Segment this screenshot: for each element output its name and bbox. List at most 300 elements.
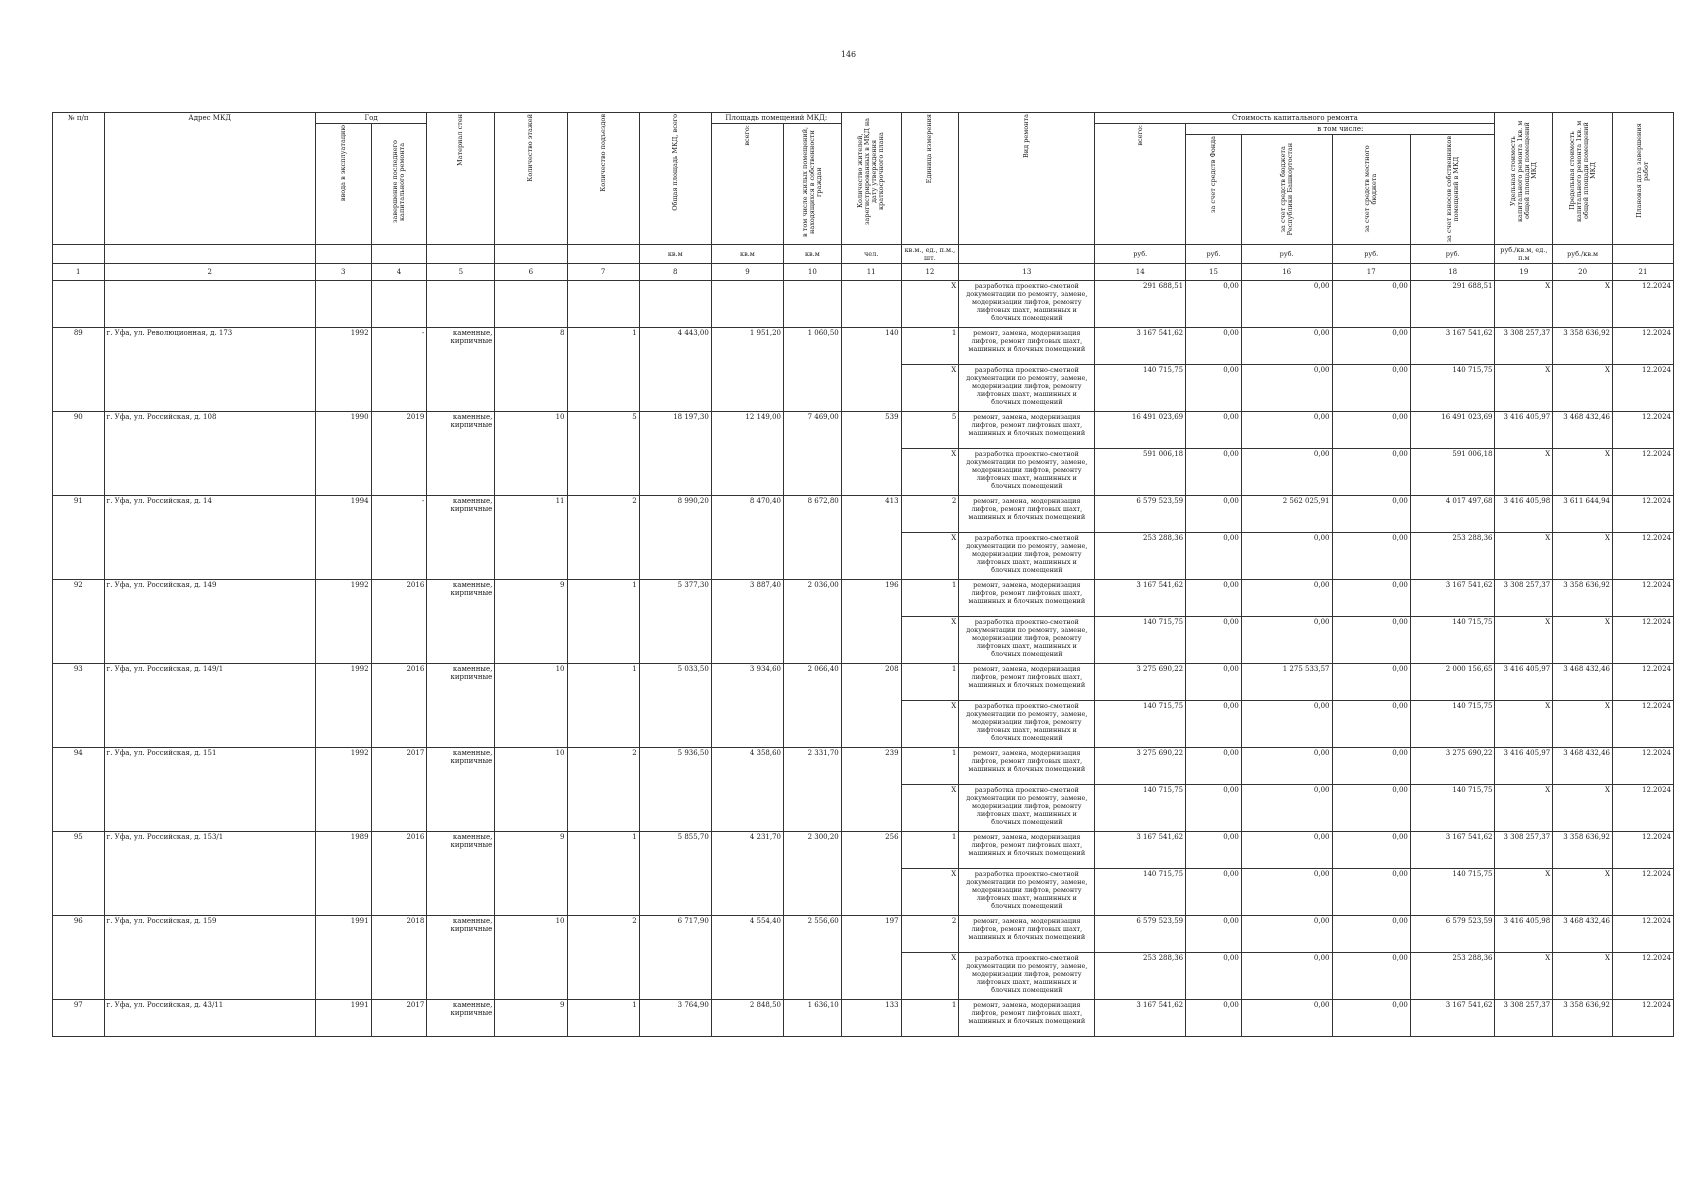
unit-cell: руб. [1410,245,1495,264]
cell-wall: каменные, кирпичные [427,916,495,1000]
cell-entrances [567,281,639,328]
cell-cost-total: 16 491 023,69 [1095,412,1186,449]
cell-built: 1994 [315,496,371,580]
cell-address: г. Уфа, ул. Российская, д. 108 [104,412,315,496]
cell-owners: 253 288,36 [1410,533,1495,580]
cell-limit-cost: X [1553,617,1613,664]
cell-area: 3 764,90 [639,1000,711,1037]
cell-limit-cost: X [1553,449,1613,496]
cell-work: ремонт, замена, модернизация лифтов, ремонт лифтовых шахт, машинных и блочных помещений [959,412,1095,449]
column-number-cell: 16 [1241,264,1332,281]
cell-built: 1991 [315,1000,371,1037]
cell-limit-cost: 3 611 644,94 [1553,496,1613,533]
cell-area: 5 377,30 [639,580,711,664]
cell-area: 5 936,50 [639,748,711,832]
cell-unit: X [901,617,959,664]
cell-local: 0,00 [1332,533,1410,580]
col-local-header: за счет средств местного бюджета [1332,135,1410,245]
cell-rb: 0,00 [1241,916,1332,953]
cell-entrances: 2 [567,916,639,1000]
cell-fund: 0,00 [1186,1000,1242,1037]
cell-wall: каменные, кирпичные [427,496,495,580]
cell-rb: 0,00 [1241,869,1332,916]
col-year-built-header: ввода в эксплуатацию [315,124,371,245]
cell-residents: 539 [841,412,901,496]
cell-built: 1992 [315,748,371,832]
col-entrances-header: Количество подъездов [567,113,639,245]
cell-address: г. Уфа, ул. Российская, д. 43/11 [104,1000,315,1037]
unit-cell [53,245,105,264]
column-number-cell: 13 [959,264,1095,281]
cell-fund: 0,00 [1186,281,1242,328]
col-fund-header: за счет средств Фонда [1186,135,1242,245]
cell-fund: 0,00 [1186,449,1242,496]
unit-cell [371,245,427,264]
cell-local: 0,00 [1332,496,1410,533]
cell-address: г. Уфа, ул. Российская, д. 159 [104,916,315,1000]
cell-area-living: 1 636,10 [784,1000,842,1037]
group-year-header: Год [315,113,426,124]
cell-local: 0,00 [1332,748,1410,785]
cell-limit-cost: X [1553,701,1613,748]
cell-owners: 140 715,75 [1410,701,1495,748]
col-unit-cost-header: Удельная стоимость капитального ремонта 1кв. м общей площади помещений МКД [1495,113,1553,245]
col-limit-cost-header: Предельная стоимость капитального ремонта 1кв. м общей площади помещений МКД [1553,113,1613,245]
cell-area-all: 4 358,60 [711,748,783,832]
column-number-cell: 9 [711,264,783,281]
cell-unit: X [901,365,959,412]
cell-local: 0,00 [1332,869,1410,916]
column-number-cell: 3 [315,264,371,281]
cell-date: 12.2024 [1613,580,1674,617]
column-number-cell: 19 [1495,264,1553,281]
cell-local: 0,00 [1332,617,1410,664]
group-cost-header: Стоимость капитального ремонта [1095,113,1495,124]
unit-cell [567,245,639,264]
cell-area: 8 990,20 [639,496,711,580]
col-owners-header: за счет взносов собственников помещений в МКД [1410,135,1495,245]
table-row [53,328,1674,365]
cell-area-living: 8 672,80 [784,496,842,580]
cell-limit-cost: X [1553,365,1613,412]
unit-cell: руб. [1241,245,1332,264]
table-row [53,1000,1674,1037]
cell-wall [427,281,495,328]
column-number-cell: 8 [639,264,711,281]
column-number-cell: 6 [495,264,567,281]
cell-unit: 1 [901,328,959,365]
cell-cost-total: 3 275 690,22 [1095,748,1186,785]
column-number-cell: 17 [1332,264,1410,281]
cell-rb: 0,00 [1241,785,1332,832]
cell-fund: 0,00 [1186,496,1242,533]
cell-cost-total: 3 167 541,62 [1095,328,1186,365]
cell-limit-cost: X [1553,533,1613,580]
repair-plan-table [52,112,1674,1037]
cell-area-living: 2 331,70 [784,748,842,832]
cell-unit-cost: 3 416 405,98 [1495,496,1553,533]
cell-cost-total: 3 167 541,62 [1095,832,1186,869]
cell-unit: X [901,281,959,328]
table-body [53,281,1674,1037]
cell-work: ремонт, замена, модернизация лифтов, ремонт лифтовых шахт, машинных и блочных помещений [959,664,1095,701]
cell-num: 95 [53,832,105,916]
cell-unit-cost: 3 308 257,37 [1495,328,1553,365]
col-num-header: № п/п [53,113,105,245]
cell-cost-total: 140 715,75 [1095,785,1186,832]
cell-fund: 0,00 [1186,701,1242,748]
cell-cost-total: 3 167 541,62 [1095,1000,1186,1037]
col-work-header: Вид ремонта [959,113,1095,245]
cell-limit-cost: 3 468 432,46 [1553,916,1613,953]
cell-area-living [784,281,842,328]
cell-repaired: 2016 [371,832,427,916]
cell-rb: 0,00 [1241,412,1332,449]
cell-date: 12.2024 [1613,328,1674,365]
cell-unit-cost: 3 308 257,37 [1495,580,1553,617]
table-row [53,832,1674,869]
cell-unit-cost: X [1495,869,1553,916]
cell-owners: 140 715,75 [1410,785,1495,832]
table-row [53,412,1674,449]
cell-fund: 0,00 [1186,916,1242,953]
cell-work: ремонт, замена, модернизация лифтов, ремонт лифтовых шахт, машинных и блочных помещений [959,748,1095,785]
cell-wall: каменные, кирпичные [427,748,495,832]
col-cost-total-header: всего: [1095,124,1186,245]
cell-owners: 291 688,51 [1410,281,1495,328]
cell-rb: 0,00 [1241,328,1332,365]
unit-cell: руб. [1332,245,1410,264]
column-number-cell: 5 [427,264,495,281]
cell-rb: 1 275 533,57 [1241,664,1332,701]
cell-area-living: 7 469,00 [784,412,842,496]
cell-num: 94 [53,748,105,832]
cell-limit-cost: 3 468 432,46 [1553,412,1613,449]
cell-residents: 256 [841,832,901,916]
cell-work: разработка проектно-сметной документации по ремонту, замене, модернизации лифтов, ремонту лифтовых шахт, машинных и блочных помещений [959,785,1095,832]
cell-work: ремонт, замена, модернизация лифтов, ремонт лифтовых шахт, машинных и блочных помещений [959,328,1095,365]
cell-work: разработка проектно-сметной документации по ремонту, замене, модернизации лифтов, ремонту лифтовых шахт, машинных и блочных помещений [959,449,1095,496]
cell-repaired: 2017 [371,1000,427,1037]
cell-repaired: 2016 [371,580,427,664]
cell-unit-cost: X [1495,449,1553,496]
cell-unit-cost: X [1495,533,1553,580]
cell-entrances: 2 [567,496,639,580]
cell-floors: 11 [495,496,567,580]
cell-unit: 1 [901,748,959,785]
cell-area-all: 12 149,00 [711,412,783,496]
cell-owners: 3 167 541,62 [1410,328,1495,365]
cell-work: ремонт, замена, модернизация лифтов, ремонт лифтовых шахт, машинных и блочных помещений [959,580,1095,617]
cell-entrances: 2 [567,748,639,832]
cell-limit-cost: 3 358 636,92 [1553,832,1613,869]
cell-local: 0,00 [1332,580,1410,617]
cell-floors: 9 [495,832,567,916]
cell-date: 12.2024 [1613,916,1674,953]
cell-rb: 0,00 [1241,701,1332,748]
cell-num: 91 [53,496,105,580]
cell-unit-cost: 3 416 405,97 [1495,748,1553,785]
cell-floors: 10 [495,412,567,496]
repair-plan-table-wrapper [52,112,1674,1037]
cell-area-all: 3 887,40 [711,580,783,664]
cell-fund: 0,00 [1186,953,1242,1000]
cell-owners: 253 288,36 [1410,953,1495,1000]
cell-owners: 591 006,18 [1410,449,1495,496]
cell-cost-total: 140 715,75 [1095,365,1186,412]
cell-cost-total: 140 715,75 [1095,701,1186,748]
cell-floors: 9 [495,580,567,664]
cell-date: 12.2024 [1613,748,1674,785]
cell-date: 12.2024 [1613,281,1674,328]
cell-floors: 10 [495,748,567,832]
cell-unit-cost: 3 416 405,97 [1495,664,1553,701]
cell-floors: 8 [495,328,567,412]
cell-area-all: 8 470,40 [711,496,783,580]
cell-wall: каменные, кирпичные [427,1000,495,1037]
cell-date: 12.2024 [1613,785,1674,832]
cell-unit: X [901,785,959,832]
cell-work: разработка проектно-сметной документации по ремонту, замене, модернизации лифтов, ремонту лифтовых шахт, машинных и блочных помещений [959,617,1095,664]
cell-built: 1992 [315,580,371,664]
unit-cell: руб. [1186,245,1242,264]
cell-local: 0,00 [1332,664,1410,701]
cell-unit: X [901,533,959,580]
cell-cost-total: 591 006,18 [1095,449,1186,496]
cell-unit: 1 [901,580,959,617]
cell-unit: 2 [901,916,959,953]
cell-area: 5 033,50 [639,664,711,748]
cell-residents: 197 [841,916,901,1000]
cell-unit-cost: 3 416 405,97 [1495,412,1553,449]
unit-cell [104,245,315,264]
cell-owners: 3 167 541,62 [1410,580,1495,617]
cell-address [104,281,315,328]
cell-work: разработка проектно-сметной документации по ремонту, замене, модернизации лифтов, ремонту лифтовых шахт, машинных и блочных помещений [959,365,1095,412]
cell-wall: каменные, кирпичные [427,832,495,916]
cell-owners: 2 000 156,65 [1410,664,1495,701]
cell-work: ремонт, замена, модернизация лифтов, ремонт лифтовых шахт, машинных и блочных помещений [959,496,1095,533]
cell-limit-cost: X [1553,869,1613,916]
cell-date: 12.2024 [1613,664,1674,701]
cell-num: 89 [53,328,105,412]
unit-cell: кв.м [784,245,842,264]
cell-unit: 1 [901,664,959,701]
cell-built: 1992 [315,664,371,748]
cell-rb: 0,00 [1241,617,1332,664]
unit-cell: кв.м., ед., п.м., шт. [901,245,959,264]
column-number-cell: 12 [901,264,959,281]
col-area-total-header: всего: [711,124,783,245]
column-number-cell: 21 [1613,264,1674,281]
cell-fund: 0,00 [1186,365,1242,412]
cell-num: 97 [53,1000,105,1037]
cell-fund: 0,00 [1186,785,1242,832]
cell-unit-cost: X [1495,281,1553,328]
table-row [53,916,1674,953]
table-header [53,113,1674,281]
cell-area: 4 443,00 [639,328,711,412]
cell-date: 12.2024 [1613,832,1674,869]
cell-local: 0,00 [1332,1000,1410,1037]
cell-unit-cost: 3 308 257,37 [1495,832,1553,869]
cell-rb: 0,00 [1241,365,1332,412]
cell-address: г. Уфа, ул. Российская, д. 149 [104,580,315,664]
cell-fund: 0,00 [1186,533,1242,580]
cell-fund: 0,00 [1186,832,1242,869]
page-number: 146 [840,50,857,59]
cell-unit: 1 [901,832,959,869]
cell-local: 0,00 [1332,916,1410,953]
cell-local: 0,00 [1332,701,1410,748]
cell-fund: 0,00 [1186,328,1242,365]
cell-cost-total: 3 275 690,22 [1095,664,1186,701]
cell-unit: X [901,449,959,496]
cell-address: г. Уфа, ул. Революционная, д. 173 [104,328,315,412]
unit-cell: руб./кв.м, ед., п.м [1495,245,1553,264]
cell-local: 0,00 [1332,328,1410,365]
cell-built: 1992 [315,328,371,412]
cell-rb: 0,00 [1241,533,1332,580]
cell-local: 0,00 [1332,449,1410,496]
cell-local: 0,00 [1332,365,1410,412]
column-number-cell: 15 [1186,264,1242,281]
cell-area-all: 3 934,60 [711,664,783,748]
col-area-living-header: в том числе жилых помещений, находящихся в собственности граждан [784,124,842,245]
column-number-cell: 14 [1095,264,1186,281]
cell-wall: каменные, кирпичные [427,328,495,412]
cell-cost-total: 6 579 523,59 [1095,916,1186,953]
cell-date: 12.2024 [1613,365,1674,412]
cell-rb: 0,00 [1241,449,1332,496]
cell-area-living: 2 300,20 [784,832,842,916]
cell-owners: 4 017 497,68 [1410,496,1495,533]
cell-unit-cost: X [1495,785,1553,832]
cell-unit: X [901,869,959,916]
cell-date: 12.2024 [1613,869,1674,916]
cell-floors: 10 [495,664,567,748]
cell-limit-cost: 3 468 432,46 [1553,748,1613,785]
cell-cost-total: 291 688,51 [1095,281,1186,328]
cell-entrances: 1 [567,1000,639,1037]
cell-entrances: 1 [567,664,639,748]
column-number-cell: 20 [1553,264,1613,281]
cell-built: 1991 [315,916,371,1000]
cell-num: 96 [53,916,105,1000]
col-unit-header: Единица измерения [901,113,959,245]
cell-repaired: 2017 [371,748,427,832]
cell-date: 12.2024 [1613,1000,1674,1037]
cell-entrances: 1 [567,832,639,916]
unit-cell [495,245,567,264]
table-row [53,580,1674,617]
unit-cell: кв.м [711,245,783,264]
cell-cost-total: 253 288,36 [1095,533,1186,580]
cell-entrances: 1 [567,580,639,664]
cell-cost-total: 140 715,75 [1095,869,1186,916]
unit-cell [427,245,495,264]
cell-work: ремонт, замена, модернизация лифтов, ремонт лифтовых шахт, машинных и блочных помещений [959,832,1095,869]
cell-address: г. Уфа, ул. Российская, д. 14 [104,496,315,580]
column-number-cell: 1 [53,264,105,281]
cell-unit: 1 [901,1000,959,1037]
cell-date: 12.2024 [1613,701,1674,748]
cell-fund: 0,00 [1186,617,1242,664]
cell-local: 0,00 [1332,785,1410,832]
unit-cell [315,245,371,264]
cell-cost-total: 253 288,36 [1095,953,1186,1000]
cell-owners: 140 715,75 [1410,617,1495,664]
cell-work: разработка проектно-сметной документации по ремонту, замене, модернизации лифтов, ремонту лифтовых шахт, машинных и блочных помещений [959,953,1095,1000]
cell-date: 12.2024 [1613,412,1674,449]
table-row [53,664,1674,701]
cell-fund: 0,00 [1186,580,1242,617]
cell-area-all [711,281,783,328]
cell-repaired: 2016 [371,664,427,748]
table-row [53,281,1674,328]
cell-work: ремонт, замена, модернизация лифтов, ремонт лифтовых шахт, машинных и блочных помещений [959,916,1095,953]
cell-rb: 0,00 [1241,748,1332,785]
cell-wall: каменные, кирпичные [427,412,495,496]
cell-cost-total: 3 167 541,62 [1095,580,1186,617]
cell-unit-cost: X [1495,953,1553,1000]
cell-owners: 3 167 541,62 [1410,832,1495,869]
cell-num: 90 [53,412,105,496]
cell-date: 12.2024 [1613,617,1674,664]
cell-floors [495,281,567,328]
column-number-cell: 4 [371,264,427,281]
cell-repaired: - [371,496,427,580]
cell-floors: 9 [495,1000,567,1037]
cell-area-living: 2 556,60 [784,916,842,1000]
column-number-cell: 11 [841,264,901,281]
cell-unit: 2 [901,496,959,533]
cell-repaired [371,281,427,328]
unit-cell [959,245,1095,264]
cell-area-living: 1 060,50 [784,328,842,412]
cell-owners: 140 715,75 [1410,869,1495,916]
col-residents-header: Количество жителей, зарегистрированных в МКД на дату утверждения краткосрочного плана [841,113,901,245]
cell-num: 93 [53,664,105,748]
cell-cost-total: 6 579 523,59 [1095,496,1186,533]
unit-cell: чел. [841,245,901,264]
cell-unit-cost: 3 308 257,37 [1495,1000,1553,1037]
cell-owners: 3 167 541,62 [1410,1000,1495,1037]
cell-date: 12.2024 [1613,953,1674,1000]
cell-local: 0,00 [1332,832,1410,869]
cell-area: 18 197,30 [639,412,711,496]
col-rb-header: за счет средств бюджета Республики Башкортостан [1241,135,1332,245]
cell-date: 12.2024 [1613,533,1674,580]
cell-unit-cost: X [1495,701,1553,748]
cell-limit-cost: 3 358 636,92 [1553,328,1613,365]
cell-local: 0,00 [1332,412,1410,449]
cell-work: ремонт, замена, модернизация лифтов, ремонт лифтовых шахт, машинных и блочных помещений [959,1000,1095,1037]
cell-area [639,281,711,328]
cell-date: 12.2024 [1613,496,1674,533]
cell-area: 5 855,70 [639,832,711,916]
cell-rb: 0,00 [1241,580,1332,617]
cell-work: разработка проектно-сметной документации по ремонту, замене, модернизации лифтов, ремонту лифтовых шахт, машинных и блочных помещений [959,701,1095,748]
cell-rb: 0,00 [1241,832,1332,869]
cell-owners: 140 715,75 [1410,365,1495,412]
cell-residents: 140 [841,328,901,412]
unit-cell: руб./кв.м [1553,245,1613,264]
cell-rb: 0,00 [1241,281,1332,328]
cell-fund: 0,00 [1186,869,1242,916]
col-year-repair-header: завершение последнего капитального ремонта [371,124,427,245]
cell-limit-cost: X [1553,953,1613,1000]
